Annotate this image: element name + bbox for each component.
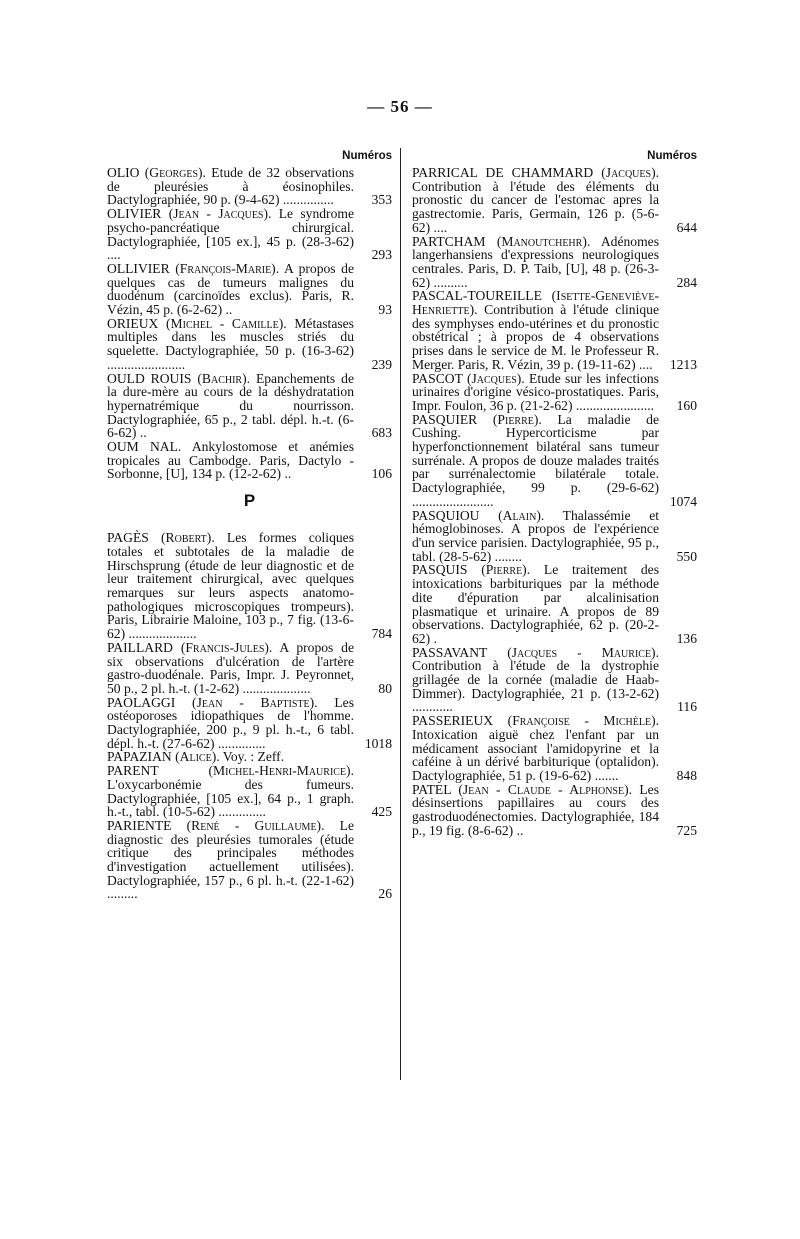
entry-given-names: (Manoutchehr). [496,233,591,249]
entry-text: Voy. : Zeff. [222,749,285,765]
bibliography-entry [412,289,697,371]
entry-number: 293 [371,247,392,263]
entry-text: Epanchements de la dure-mère au cours de la déshydratation hypernatrémique du nourrisson. Dactylographiée, 65 p., 2 tabl. dépl. h.-t. (6-6-62) .. [107,370,354,441]
entry-text: Les ostéoporoses idiopathiques de l'homme. Dactylographiée, 200 p., 9 pl. h.-t., 6 tabl. dépl. h.-t. (27-6-62) .............. [107,694,354,751]
entry-given-names: (Jacques). [466,370,525,386]
entry-number: 425 [371,804,392,820]
bibliography-entry [412,235,697,290]
entry-number: 239 [371,356,392,372]
entry-given-names: (Jean - Baptiste). [192,694,318,710]
entry-given-names: (Georges). [144,165,206,180]
column-header-right: Numéros [647,150,697,162]
entry-number: 80 [378,680,392,696]
entry-given-names: (François-Marie). [175,260,280,276]
entry-author: ORIEUX [107,315,159,331]
bibliography-entry [107,819,392,901]
left-column [107,150,392,901]
entry-author: PAPAZIAN [107,749,172,765]
bibliography-entry [107,372,392,441]
entry-author: OUM NAL. [107,439,182,455]
entry-text: A propos de six observations d'ulcération de l'artère gastro-duodénale. Paris, Impr. J. Peyronnet, 50 p., 2 pl. h.-t. (1-2-62) .................... [107,639,354,696]
entry-text: Ankylostomose et anémies tropicales au Cambodge. Paris, Dactylo - Sorbonne, [U], 134 p. (12-2-62) .. [107,439,354,482]
column-divider [400,148,401,1080]
entry-text: Adénomes langerhansiens d'expressions neurologiques centrales. Paris, D. P. Taib, [U], 48 p. (26-3-62) .......... [412,233,659,290]
entry-author: OLIO [107,165,140,180]
entry-text: A propos de quelques cas de tumeurs malignes du duodénum (carcinoïdes exclus). Paris, R. Vézin, 45 p. (6-2-62) .. [107,260,354,318]
entry-text: L'oxycarbonémie des fumeurs. Dactylographiée, [105 ex.], 64 p., 1 graph. h.-t., tabl. (10-5-62) .............. [107,776,354,820]
bibliography-entry [412,783,697,838]
entry-given-names: (Jacques - Maurice). [507,644,659,660]
entry-text: Etude de 32 observations de pleurésies à éosinophiles. Dactylographiée, 90 p. (9-4-62) ............... [107,165,355,208]
bibliography-entry [107,262,392,317]
entry-number: 644 [676,219,697,235]
entry-author: OLLIVIER [107,260,170,276]
entry-text: Thalassémie et hémoglobinoses. A propos de l'expérience d'un service parisien. Dactylographiée, 95 p., tabl. (28-5-62) ........ [412,507,660,564]
entry-text: Contribution à l'étude de la dystrophie grillagée de la cornée (maladie de Haab-Dimmer). Dactylographiée, 21 p. (13-2-62) ............ [412,658,659,715]
entry-text: La maladie de Cushing. Hypercorticisme par hyperfonctionnement bilatéral sans tumeur surrénale. A propos de douze malades traités par surrénalectomie bilatérale totale. Dactylographiée, 99 p. (29-6-62) ........................ [412,411,659,509]
entry-number: 683 [371,425,392,441]
entry-given-names: (Francis-Jules). [180,639,273,655]
page-number: — 56 — [367,97,433,116]
entry-given-names: (Jean - Jacques). [168,206,272,222]
entry-author: PASCOT [412,370,463,386]
bibliography-entry [412,372,697,413]
entry-text: Métastases multiples dans les muscles striés du squelette. Dactylographiée, 50 p. (16-3-62) ....................... [107,315,354,372]
entry-given-names: (Jean - Claude - Alphonse). [458,781,633,797]
entry-number: 1018 [364,735,392,751]
entry-author: OULD ROUIS [107,370,192,386]
entry-author: PASSERIEUX [412,713,494,729]
bibliography-entry [412,413,697,509]
entry-number: 848 [676,767,697,783]
entry-author: PARENT [107,763,159,779]
entry-given-names: (Robert). [161,530,215,546]
entry-number: 1074 [669,493,697,509]
entry-list-right [412,166,697,837]
entry-number: 725 [676,822,697,838]
entry-author: PARRICAL DE CHAMMARD [412,165,594,180]
entry-number: 93 [378,302,392,318]
entry-number: 26 [378,886,392,902]
entry-text: Intoxication aiguë chez l'enfant par un médicament associant l'amidopyrine et la caféine à un dérivé barbiturique (optalidon). Dactylographiée, 51 p. (19-6-62) ....... [412,726,659,783]
entry-given-names: (Françoise - Michèle). [507,713,659,729]
entry-text: Contribution à l'étude des éléments du pronostic du cancer de l'estomac apres la gastrectomie. Paris, Germain, 126 p. (5-6-62) .... [412,178,659,235]
entry-text: Etude sur les infections urinaires d'origine vésico-prostatiques. Paris, Impr. Foulon, 36 p. (21-2-62) ....................... [412,370,659,413]
entry-given-names: (Alain). [498,507,545,523]
bibliography-entry [107,696,392,751]
entry-number: 284 [676,274,697,290]
bibliography-entry [107,440,392,481]
entry-text: Le syndrome psycho-pancréatique chirurgical. Dactylographiée, [105 ex.], 45 p. (28-3-62) .... [107,206,354,263]
entry-number: 160 [676,397,697,413]
bibliography-entry [412,166,697,235]
entry-author: OLIVIER [107,206,162,222]
bibliography-entry [107,317,392,372]
bibliography-entry [107,750,392,764]
entry-author: PARTCHAM [412,233,486,249]
entry-author: PATEL [412,781,452,797]
entry-author: PASQUIS [412,562,468,578]
column-header-left: Numéros [342,150,392,162]
entry-number: 353 [371,192,392,208]
entry-number: 136 [676,630,697,646]
entry-author: PAGÈS [107,530,149,546]
bibliography-entry [412,646,697,715]
bibliography-entry [107,641,392,696]
entry-author: PASCAL-TOUREILLE [412,288,542,304]
entry-number: 106 [371,466,392,482]
entry-given-names: (Pierre). [481,562,531,578]
entry-author: PASSAVANT [412,644,488,660]
bibliography-entry [412,563,697,645]
section-letter: P [243,491,256,511]
entry-given-names: (René - Guillaume). [186,817,325,833]
entry-list-o [107,166,392,481]
bibliography-entry [412,714,697,783]
entry-number: 550 [676,548,697,564]
entry-text: Le traitement des intoxications barbituriques par la méthode dite d'épuration par alcalinisation plasmatique et urinaire. A propos de 89 observations. Dactylographiée, 62 p. (20-2-62) . [412,562,659,646]
entry-number: 1213 [669,356,697,372]
entry-author: PASQUIER [412,411,478,427]
entry-given-names: (Alice). [175,749,220,765]
entry-given-names: (Bachir). [197,370,251,386]
bibliography-entry [107,166,392,207]
entry-given-names: (Michel - Camille). [166,315,287,331]
right-column [412,150,697,837]
bibliography-entry [107,531,392,641]
entry-given-names: (Jacques). [601,165,659,180]
entry-author: PASQUIOU [412,507,480,523]
bibliography-entry [107,207,392,262]
entry-author: PAILLARD [107,639,173,655]
entry-given-names: (Pierre). [492,411,542,427]
entry-author: PAOLAGGI [107,694,176,710]
entry-author: PARIENTE [107,817,172,833]
entry-text: Les désinsertions papillaires au cours des gastroduodénectomies. Dactylographiée, 184 p., 19 fig. (8-6-62) .. [412,781,659,838]
entry-text: Contribution à l'étude clinique des symphyses endo-utérines et du pronostic obstétrical ; à propos de 4 observations prises dans le service de M. le Professeur R. Merger. Paris, R. Vézin, 39 p. (19-11-62) .... [412,302,659,372]
bibliography-entry [412,509,697,564]
entry-given-names: (Michel-Henri-Maurice). [208,763,354,779]
entry-list-p [107,531,392,901]
entry-number: 116 [677,699,697,715]
bibliography-entry [107,764,392,819]
entry-text: Le diagnostic des pleurésies tumorales (étude critique des principales méthodes d'investigation actuellement utilisées). Dactylographiée, 157 p., 6 pl. h.-t. (22-1-62) ......... [107,817,354,902]
entry-given-names: (Isette-Geneviève-Henriette). [412,288,659,318]
entry-text: Les formes coliques totales et subtotales de la maladie de Hirschsprung (étude de leur diagnostic et de leur traitement chirurgical, avec quelques remarques sur leurs aspects anatomo-pathologiques microscopiques trompeurs). Paris, Librairie Maloine, 103 p., 7 fig. (13-6-62) .................... [107,530,354,642]
entry-number: 784 [371,626,392,642]
